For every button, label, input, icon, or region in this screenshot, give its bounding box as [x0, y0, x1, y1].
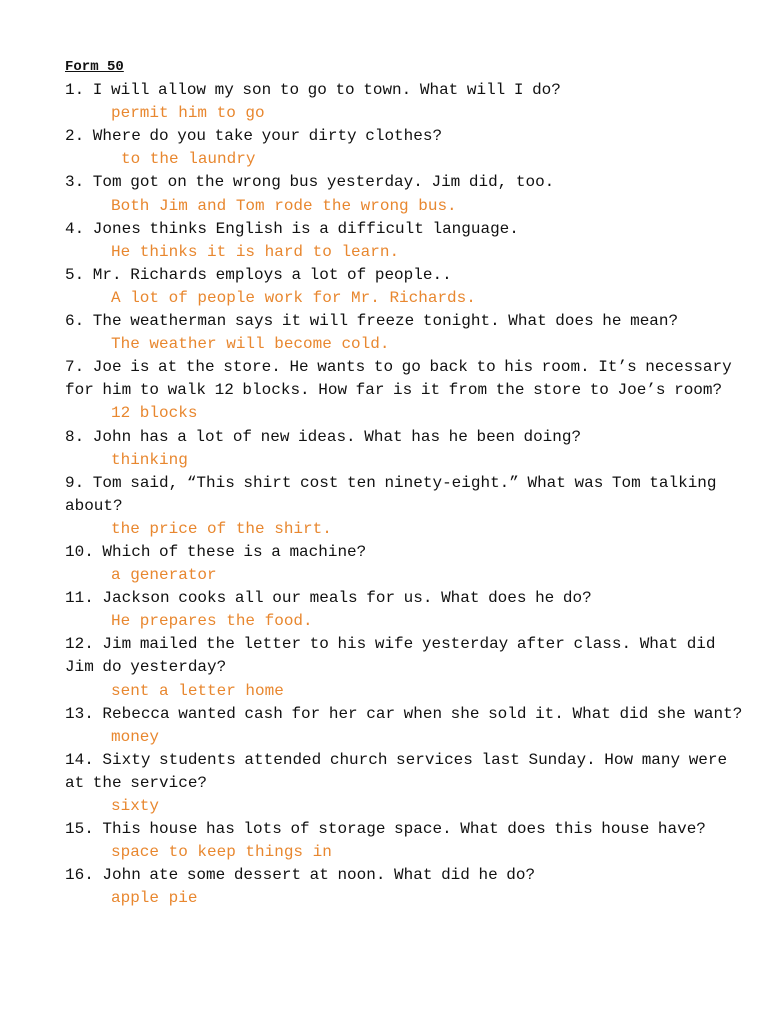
answer-2: to the laundry	[121, 150, 256, 169]
answer-16: apple pie	[111, 889, 198, 908]
question-12: 12. Jim mailed the letter to his wife yesterday after class. What did Jim do yesterday?	[65, 635, 716, 677]
question-5: 5. Mr. Richards employs a lot of people..	[65, 265, 452, 284]
worksheet	[65, 56, 745, 910]
answer-7: 12 blocks	[111, 404, 198, 423]
answer-12: sent a letter home	[111, 681, 284, 700]
question-14: 14. Sixty students attended church services last Sunday. How many were at the service?	[65, 750, 728, 792]
question-6: 6. The weatherman says it will freeze tonight. What does he mean?	[65, 312, 679, 331]
answer-14: sixty	[111, 797, 160, 815]
question-9: 9. Tom said, “This shirt cost ten ninety-eight.” What was Tom talking about?	[65, 473, 717, 515]
answer-1: permit him to go	[111, 104, 265, 123]
question-16: 16. John ate some dessert at noon. What did he do?	[65, 866, 536, 885]
question-8: 8. John has a lot of new ideas. What has he been doing?	[65, 427, 582, 446]
question-4: 4. Jones thinks English is a difficult language.	[65, 219, 519, 238]
question-7: 7. Joe is at the store. He wants to go back to his room. It’s necessary for him to walk 12 blocks. How far is it from the store to Joe’s room?	[65, 358, 732, 400]
answer-3: Both Jim and Tom rode the wrong bus.	[111, 196, 457, 215]
answer-13: money	[111, 727, 160, 746]
answer-8: thinking	[111, 450, 188, 469]
question-2: 2. Where do you take your dirty clothes?	[65, 127, 443, 146]
question-3: 3. Tom got on the wrong bus yesterday. Jim did, too.	[65, 173, 555, 192]
answer-15: space to keep things in	[111, 843, 332, 862]
question-1: 1. I will allow my son to go to town. What will I do?	[65, 81, 561, 100]
question-10: 10. Which of these is a machine?	[65, 542, 367, 561]
answer-4: He thinks it is hard to learn.	[111, 242, 400, 261]
answer-10: a generator	[111, 566, 217, 585]
question-15: 15. This house has lots of storage space. What does this house have?	[65, 820, 706, 839]
answer-9: the price of the shirt.	[111, 519, 332, 538]
question-13: 13. Rebecca wanted cash for her car when she sold it. What did she want?	[65, 704, 743, 723]
answer-6: The weather will become cold.	[111, 335, 390, 354]
answer-5: A lot of people work for Mr. Richards.	[111, 288, 476, 307]
question-11: 11. Jackson cooks all our meals for us. What does he do?	[65, 589, 592, 608]
answer-11: He prepares the food.	[111, 612, 313, 631]
form-title: Form 50	[65, 59, 124, 75]
